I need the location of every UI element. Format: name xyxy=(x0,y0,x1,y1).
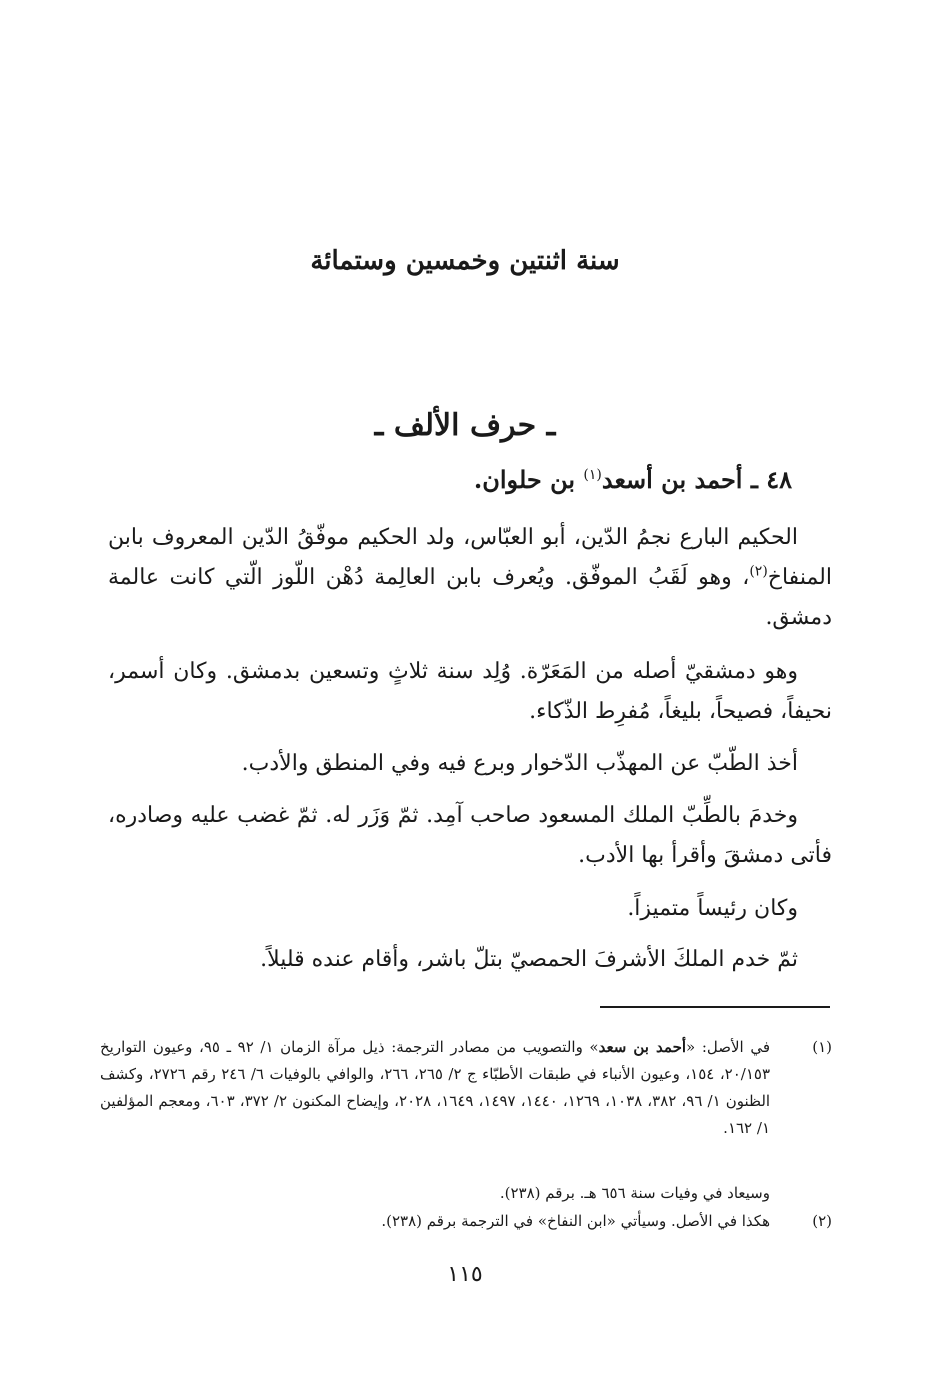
entry-title xyxy=(92,465,792,494)
paragraph-1 xyxy=(108,518,832,638)
paragraph-1-part-b: ، وهو لَقَبُ الموفّق. ويُعرف بابن العالِمة دُهْن اللّوز الّتي كانت عالمة دمشق. xyxy=(108,565,832,630)
footnote-2-text: هكذا في الأصل. وسيأتي «ابن النفاخ» في الترجمة برقم (٢٣٨). xyxy=(381,1212,770,1230)
footnote-1-text-b: » والتصويب من مصادر الترجمة: ذيل مرآة الزمان ١/ ٩٢ ـ ٩٥، وعيون التواريخ ٢٠/١٥٣، ١٥٤، وعيون الأنباء في طبقات الأطبّاء ج ٢/ ٢٦٥، ٢٦٦، والوافي بالوفيات ٦/ ٢٤٦ رقم ٢٧٢٦، وكشف الظنون ١/ ٩٦، ٣٨٢، ١٠٣٨، ١٢٦٩، ١٤٤٠، ١٤٩٧، ١٦٤٩، ٢٠٢٨، وإيضاح المكنون ٢/ ٣٧٢، ٦٠٣، ومعجم المؤلفين ١/ ١٦٢. xyxy=(100,1038,771,1137)
footnote-1-bold-name: أحمد بن سعد xyxy=(598,1038,687,1056)
footnote-1-text-a: في الأصل: « xyxy=(686,1038,771,1056)
entry-title-name: ٤٨ ـ أحمد بن أسعد xyxy=(601,465,792,494)
footnote-1-text xyxy=(100,1034,770,1142)
paragraph-6: ثمّ خدم الملكَ الأشرفَ الحمصيّ بتلّ باشر، وأقام عنده قليلاً. xyxy=(260,947,798,972)
entry-title-suffix: بن حلوان. xyxy=(473,465,584,494)
footnote-ref-2[interactable]: (٢) xyxy=(749,563,768,580)
paragraph-2: وهو دمشقيّ أصله من المَعَرّة. وُلِد سنة ثلاثٍ وتسعين بدمشق. وكان أسمر، نحيفاً، فصيحاً، بليغاً، مُفرِط الذّكاء. xyxy=(108,659,832,724)
section-heading: ـ حرف الألف ـ xyxy=(374,408,556,443)
paragraph-5: وكان رئيساً متميزاً. xyxy=(627,896,798,921)
footnote-1-continued xyxy=(100,1180,832,1207)
paragraph-3: أخذ الطّبّ عن المهذّب الدّخوار وبرع فيه وفي المنطق والأدب. xyxy=(241,751,798,776)
year-heading: سنة اثنتين وخمسين وستمائة xyxy=(310,246,620,276)
paragraph-1-part-a: الحكيم البارع نجمُ الدّين، أبو العبّاس، ولد الحكيم موفّقُ الدّين المعروف بابن المنفاخ xyxy=(108,525,832,590)
paragraph-4: وخدمَ بالطِّبّ الملك المسعود صاحب آمِد. ثمّ وَزَر له. ثمّ غضب عليه وصادره، فأتى دمشقَ وأقرأ بها الأدب. xyxy=(108,803,832,868)
footnote-1 xyxy=(100,1034,832,1142)
footnote-1-extra-text: وسيعاد في وفيات سنة ٦٥٦ هـ. برقم (٢٣٨). xyxy=(499,1184,770,1202)
footnote-2 xyxy=(100,1208,832,1235)
footnote-2-number: (٢) xyxy=(812,1212,832,1230)
footnote-1-number: (١) xyxy=(812,1038,832,1056)
footnote-separator xyxy=(600,1006,830,1008)
footnote-ref-1[interactable]: (١) xyxy=(583,467,602,483)
page-number: ١١٥ xyxy=(447,1262,483,1287)
